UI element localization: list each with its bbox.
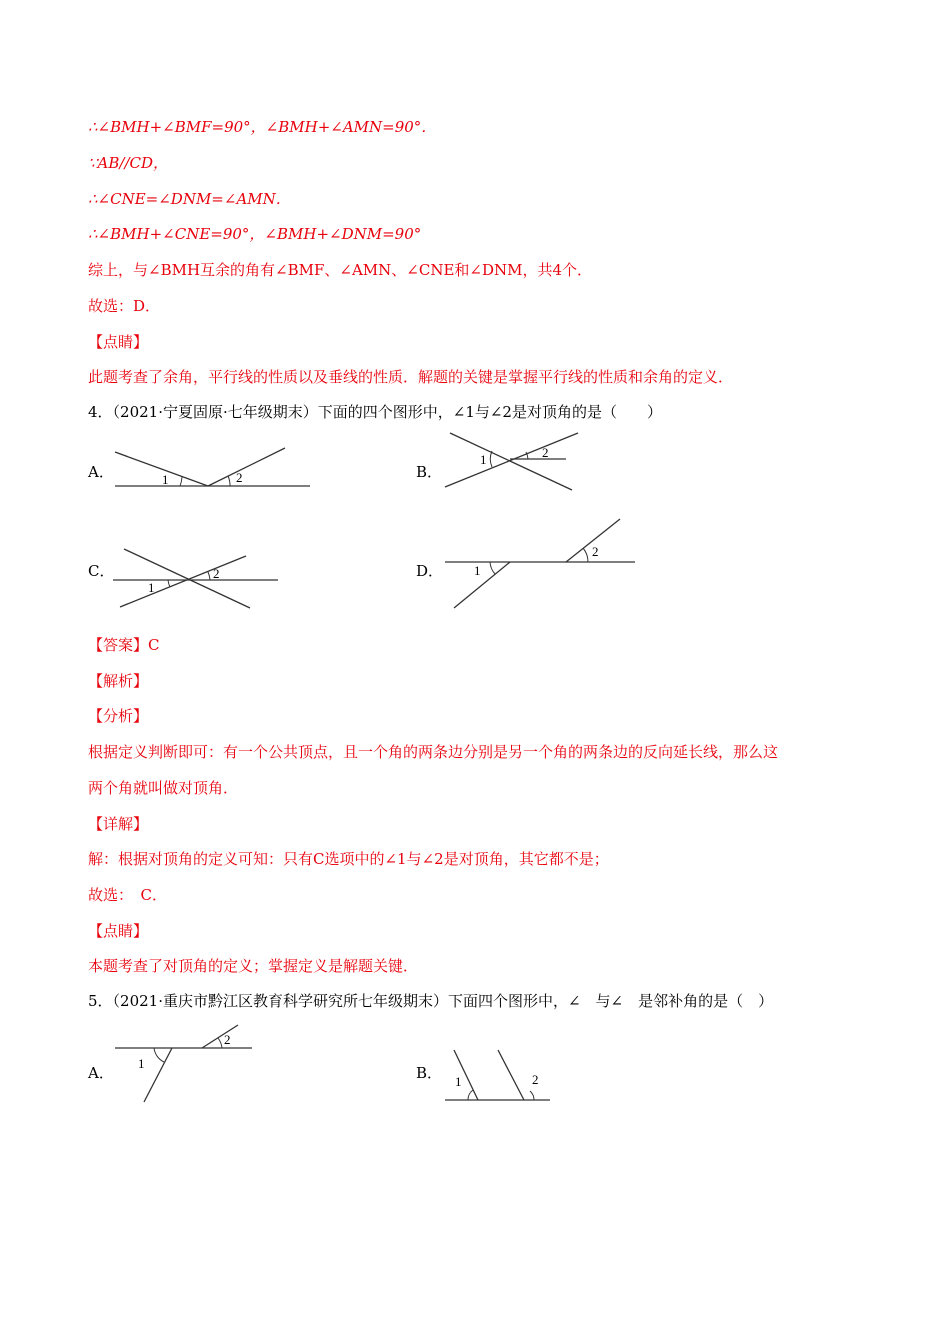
q5-figure-a xyxy=(110,1022,260,1104)
detail-text: 解：根据对顶角的定义可知：只有C选项中的∠1与∠2是对顶角，其它都不是； xyxy=(88,850,609,868)
proof-line-5: 综上，与∠BMH互余的角有∠BMF、∠AMN、∠CNE和∠DNM，共4个． xyxy=(88,261,593,279)
q3-comment-tag: 【点睛】 xyxy=(88,333,149,351)
q5a-mark-2: 2 xyxy=(224,1032,231,1047)
proof-line-4: ∴∠BMH+∠CNE=90°，∠BMH+∠DNM=90° xyxy=(88,225,422,243)
q4-figure-a xyxy=(110,440,320,500)
q5b-mark-2: 2 xyxy=(532,1072,539,1087)
q4-option-b-label: B． xyxy=(416,463,443,481)
q4-option-a-label: A． xyxy=(88,463,114,481)
answer-tag: 【答案】 xyxy=(88,636,149,654)
proof-line-6: 故选：D． xyxy=(88,297,161,315)
q4-option-c-label: C． xyxy=(88,562,115,580)
answer-value: C xyxy=(148,636,160,654)
q5-figure-b xyxy=(440,1046,555,1104)
q4a-mark-2: 2 xyxy=(236,470,243,485)
q5-stem: 5．（2021·重庆市黔江区教育科学研究所七年级期末）下面四个图形中，∠ 与∠ 是邻补角的是（ ） xyxy=(88,992,774,1010)
analysis-line-1: 根据定义判断即可：有一个公共顶点，且一个角的两条边分别是另一个角的两条边的反向延长线，那么这 xyxy=(88,743,779,761)
q4-answer xyxy=(88,635,160,655)
q4b-mark-2: 2 xyxy=(542,445,549,460)
q4-option-d-label: D． xyxy=(416,562,444,580)
q4-figure-c xyxy=(110,546,285,612)
q4c-mark-1: 1 xyxy=(148,580,155,595)
q4-figure-d xyxy=(440,516,640,612)
analysis-tag: 【解析】 xyxy=(88,672,149,690)
q4-comment-tag: 【点睛】 xyxy=(88,922,149,940)
q4d-mark-2: 2 xyxy=(592,544,599,559)
detail-tag: 【详解】 xyxy=(88,815,149,833)
q4c-mark-2: 2 xyxy=(213,566,220,581)
q4b-mark-1: 1 xyxy=(480,452,487,467)
q4-figure-b xyxy=(440,430,590,494)
analysis-line-2: 两个角就叫做对顶角． xyxy=(88,779,239,797)
choice-text: 故选： C． xyxy=(88,886,167,904)
q3-comment-text: 此题考查了余角，平行线的性质以及垂线的性质．解题的关键是掌握平行线的性质和余角的定义． xyxy=(88,368,734,386)
q4a-mark-1: 1 xyxy=(162,472,169,487)
q5-option-a-label: A． xyxy=(88,1064,114,1082)
q4-comment-text: 本题考查了对顶角的定义；掌握定义是解题关键． xyxy=(88,957,419,975)
q5-option-b-label: B． xyxy=(416,1064,443,1082)
proof-line-1: ∴∠BMH+∠BMF=90°，∠BMH+∠AMN=90°． xyxy=(88,118,437,136)
q5a-mark-1: 1 xyxy=(138,1056,145,1071)
q4d-mark-1: 1 xyxy=(474,563,481,578)
proof-line-2: ∵AB//CD， xyxy=(88,154,169,172)
q5b-mark-1: 1 xyxy=(455,1074,462,1089)
proof-line-3: ∴∠CNE=∠DNM=∠AMN． xyxy=(88,190,291,208)
q4-stem: 4．（2021·宁夏固原·七年级期末）下面的四个图形中，∠1与∠2是对顶角的是（ ） xyxy=(88,403,662,421)
sub-analysis-tag: 【分析】 xyxy=(88,707,149,725)
